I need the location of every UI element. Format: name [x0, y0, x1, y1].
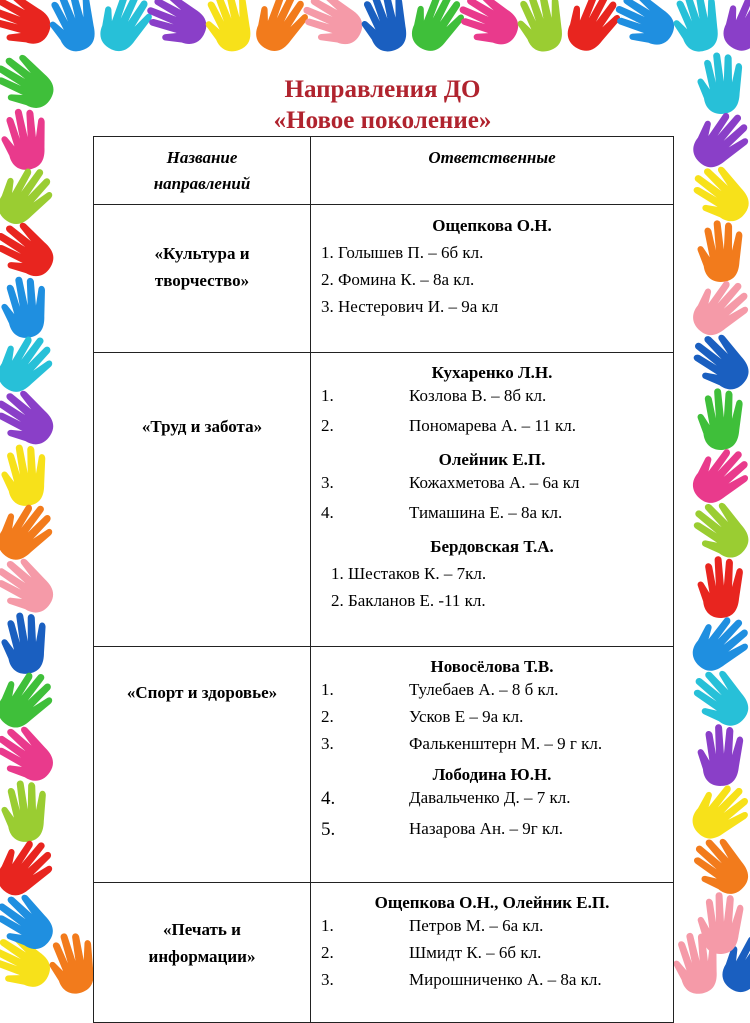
direction-name	[94, 205, 311, 353]
item-number: 2.	[321, 943, 334, 962]
leader-name: Лободина Ю.Н.	[432, 765, 552, 784]
item-text: Назарова Ан. – 9г кл.	[409, 819, 564, 838]
responsible-cell	[311, 353, 674, 647]
title-line-2: «Новое поколение»	[273, 107, 492, 134]
hand-print-icon	[688, 888, 750, 957]
responsible-cell	[311, 205, 674, 353]
direction-name-line2: творчество»	[154, 271, 250, 290]
leader-name: Новосёлова Т.В.	[430, 657, 554, 676]
list-item	[311, 734, 673, 761]
header-direction-name	[94, 137, 311, 205]
list-item	[311, 819, 673, 850]
list-item: 2. Бакланов Е. -11 кл.	[331, 591, 486, 610]
list-item	[311, 970, 673, 997]
header-name-line2: направлений	[153, 174, 251, 193]
item-number: 1.	[321, 680, 334, 699]
list-item	[311, 707, 673, 734]
table-row	[94, 205, 674, 353]
direction-name	[94, 883, 311, 1023]
item-text: Давальченко Д. – 7 кл.	[409, 788, 571, 807]
list-item	[311, 416, 673, 446]
item-text: Усков Е – 9а кл.	[409, 707, 524, 726]
item-number: 5.	[321, 819, 336, 840]
title-line-1: Направления ДО	[284, 76, 481, 103]
direction-name: «Спорт и здоровье»	[94, 647, 311, 883]
leader-name: Ощепкова О.Н.	[432, 216, 552, 235]
item-text: Мирошниченко А. – 8а кл.	[409, 970, 602, 989]
direction-name: «Труд и забота»	[94, 353, 311, 647]
item-text: Кожахметова А. – 6а кл	[409, 473, 580, 492]
directions-table	[93, 136, 674, 1023]
responsible-cell	[311, 883, 674, 1023]
list-item	[311, 916, 673, 943]
list-item	[311, 503, 673, 533]
item-number: 4.	[321, 788, 336, 809]
page-title	[90, 74, 675, 136]
list-item: 2. Фомина К. – 8а кл.	[321, 270, 475, 289]
direction-name-line1: «Культура и	[154, 244, 250, 263]
leader-name: Кухаренко Л.Н.	[431, 363, 553, 382]
item-text: Петров М. – 6а кл.	[409, 916, 544, 935]
list-item	[311, 788, 673, 819]
list-item	[311, 680, 673, 707]
direction-name-line2: информации»	[148, 947, 256, 966]
item-number: 1.	[321, 386, 334, 405]
item-number: 3.	[321, 970, 334, 989]
responsible-cell	[311, 647, 674, 883]
table-row	[94, 883, 674, 1023]
leader-name: Ощепкова О.Н., Олейник Е.П.	[374, 893, 610, 912]
list-item	[311, 473, 673, 503]
table-row	[94, 647, 674, 883]
table-row	[94, 353, 674, 647]
list-item	[311, 943, 673, 970]
item-number: 3.	[321, 473, 334, 492]
item-text: Шмидт К. – 6б кл.	[409, 943, 542, 962]
item-number: 3.	[321, 734, 334, 753]
list-item: 1. Голышев П. – 6б кл.	[321, 243, 484, 262]
item-number: 4.	[321, 503, 334, 522]
item-text: Тимашина Е. – 8а кл.	[409, 503, 563, 522]
item-text: Тулебаев А. – 8 б кл.	[409, 680, 559, 699]
list-item: 3. Нестерович И. – 9а кл	[321, 297, 499, 316]
list-item: 1. Шестаков К. – 7кл.	[331, 564, 487, 583]
direction-name-line1: «Печать и	[163, 920, 241, 939]
item-text: Козлова В. – 8б кл.	[409, 386, 547, 405]
item-number: 1.	[321, 916, 334, 935]
header-name-line1: Название	[166, 148, 238, 167]
header-responsible: Ответственные	[311, 137, 674, 205]
item-text: Фалькенштерн М. – 9 г кл.	[409, 734, 603, 753]
table-header-row	[94, 137, 674, 205]
list-item	[311, 386, 673, 416]
item-number: 2.	[321, 707, 334, 726]
leader-name: Бердовская Т.А.	[430, 537, 554, 556]
item-number: 2.	[321, 416, 334, 435]
leader-name: Олейник Е.П.	[438, 450, 546, 469]
item-text: Пономарева А. – 11 кл.	[409, 416, 577, 435]
